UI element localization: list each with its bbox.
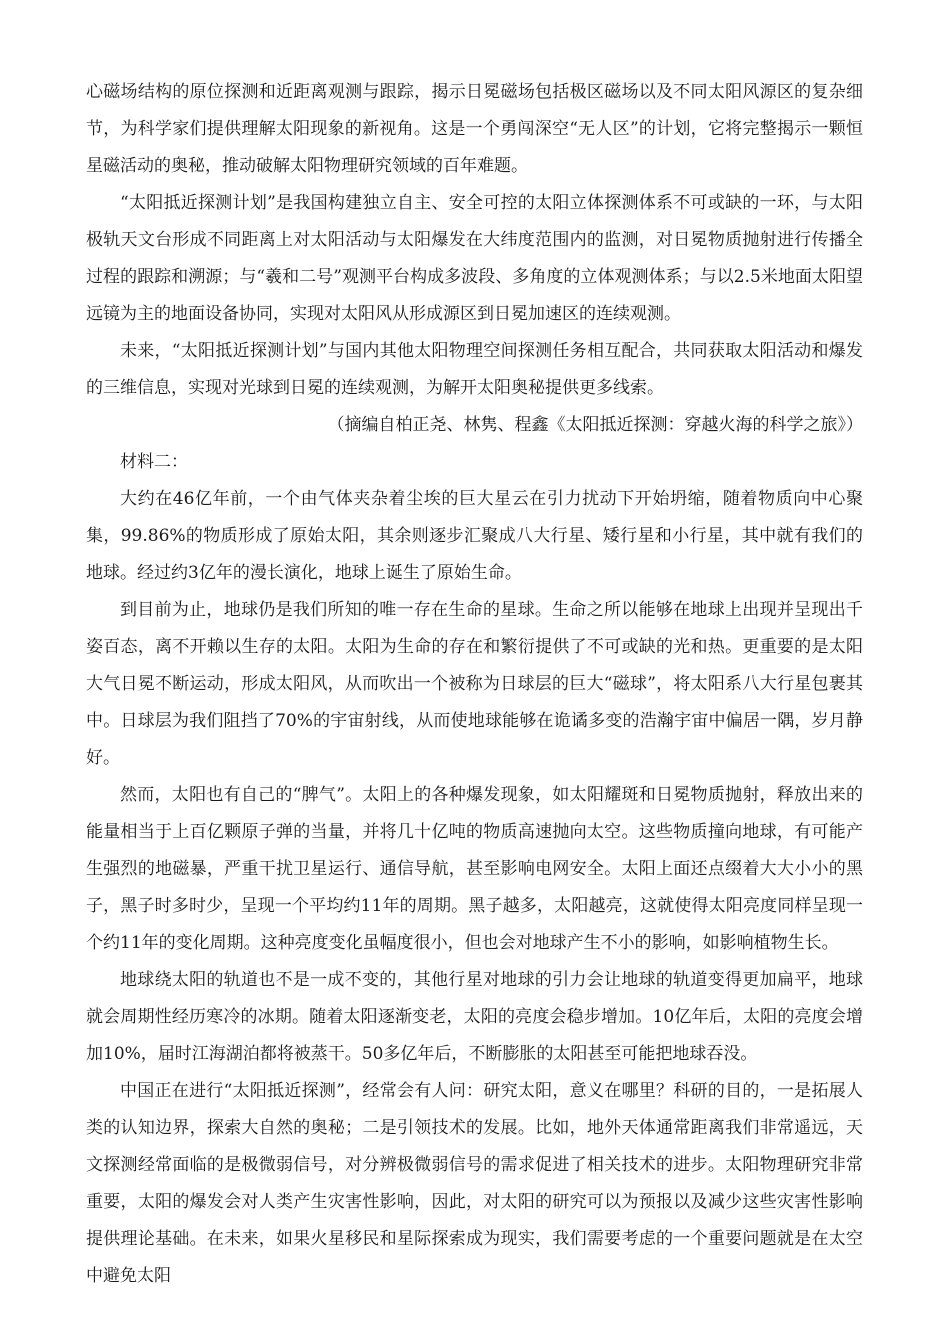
material2-paragraph-2: 到目前为止，地球仍是我们所知的唯一存在生命的星球。生命之所以能够在地球上出现并呈现出千姿百态，离不开赖以生存的太阳。太阳为生命的存在和繁衍提供了不可或缺的光和热。更重要的是太阳大气日冕不断运动，形成太阳风，从而吹出一个被称为日球层的巨大“磁球”，将太阳系八大行星包裹其中。日球层为我们阻挡了70%的宇宙射线，从而使地球能够在诡谲多变的浩瀚宇宙中偏居一隅，岁月静好。 <box>86 600 863 768</box>
material2-paragraph-4: 地球绕太阳的轨道也不是一成不变的，其他行星对地球的引力会让地球的轨道变得更加扁平，地球就会周期性经历寒冷的冰期。随着太阳逐渐变老，太阳的亮度会稳步增加。10亿年后，太阳的亮度会增加10%，届时江海湖泊都将被蒸干。50多亿年后，不断膨胀的太阳甚至可能把地球吞没。 <box>86 970 863 1064</box>
material2-paragraph-3: 然而，太阳也有自己的“脾气”。太阳上的各种爆发现象，如太阳耀斑和日冕物质抛射，释放出来的能量相当于上百亿颗原子弹的当量，并将几十亿吨的物质高速抛向太空。这些物质撞向地球，有可能产生强烈的地磁暴，严重干扰卫星运行、通信导航，甚至影响电网安全。太阳上面还点缀着大大小小的黑子，黑子时多时少，呈现一个平均约11年的周期。黑子越多，太阳越亮，这就使得太阳亮度同样呈现一个约11年的变化周期。这种亮度变化虽幅度很小，但也会对地球产生不小的影响，如影响植物生长。 <box>86 785 863 953</box>
material2-heading: 材料二： <box>120 452 188 472</box>
document-page <box>86 74 863 1295</box>
material1-paragraph-3: 未来，“太阳抵近探测计划”与国内其他太阳物理空间探测任务相互配合，共同获取太阳活动和爆发的三维信息，实现对光球到日冕的连续观测，为解开太阳奥秘提供更多线索。 <box>86 341 863 398</box>
material1-paragraph-2: “太阳抵近探测计划”是我国构建独立自主、安全可控的太阳立体探测体系不可或缺的一环，与太阳极轨天文台形成不同距离上对太阳活动与太阳爆发在大纬度范围内的监测，对日冕物质抛射进行传播全过程的跟踪和溯源；与“羲和二号”观测平台构成多波段、多角度的立体观测体系；与以2.5米地面太阳望远镜为主的地面设备协同，实现对太阳风从形成源区到日冕加速区的连续观测。 <box>86 193 863 324</box>
material1-continuation-paragraph: 心磁场结构的原位探测和近距离观测与跟踪，揭示日冕磁场包括极区磁场以及不同太阳风源区的复杂细节，为科学家们提供理解太阳现象的新视角。这是一个勇闯深空“无人区”的计划，它将完整揭示一颗恒星磁活动的奥秘，推动破解太阳物理研究领域的百年难题。 <box>86 82 863 176</box>
material1-source-citation: （摘编自柏正尧、林隽、程鑫《太阳抵近探测：穿越火海的科学之旅》） <box>327 415 863 435</box>
material2-paragraph-5: 中国正在进行“太阳抵近探测”，经常会有人问：研究太阳，意义在哪里？科研的目的，一是拓展人类的认知边界，探索大自然的奥秘；二是引领技术的发展。比如，地外天体通常距离我们非常遥远，天文探测经常面临的是极微弱信号，对分辨极微弱信号的需求促进了相关技术的进步。太阳物理研究非常重要，太阳的爆发会对人类产生灾害性影响，因此，对太阳的研究可以为预报以及减少这些灾害性影响提供理论基础。在未来，如果火星移民和星际探索成为现实，我们需要考虑的一个重要问题就是在太空中避免太阳 <box>86 1081 863 1286</box>
material2-paragraph-1: 大约在46亿年前，一个由气体夹杂着尘埃的巨大星云在引力扰动下开始坍缩，随着物质向中心聚集，99.86%的物质形成了原始太阳，其余则逐步汇聚成八大行星、矮行星和小行星，其中就有我们的地球。经过约3亿年的漫长演化，地球上诞生了原始生命。 <box>86 489 863 583</box>
